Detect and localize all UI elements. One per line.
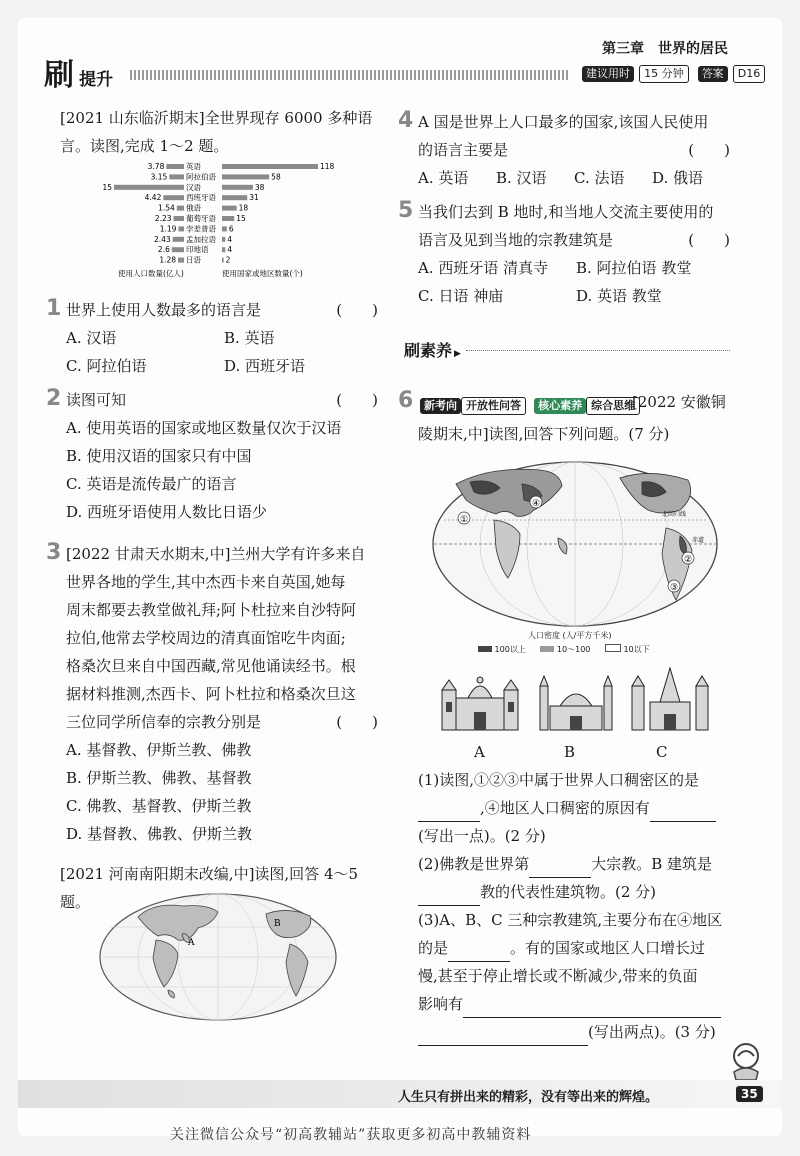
intro-text — [60, 104, 390, 160]
building-label-b: B — [564, 743, 576, 761]
value-label-population: 1.28 — [159, 255, 177, 265]
q6-blank-2[interactable] — [650, 799, 716, 822]
bar-countries — [222, 195, 247, 200]
time-info — [582, 62, 765, 83]
q4-line1: A 国是世界上人口最多的国家,该国人民使用 — [418, 113, 709, 131]
q4-option-b[interactable]: B. 汉语 — [496, 169, 547, 187]
bar-population — [178, 226, 184, 231]
value-label-population: 1.54 — [158, 203, 175, 213]
q3-option-b[interactable]: B. 伊斯兰教、佛教、基督教 — [66, 769, 252, 787]
q1-paren: ( ) — [336, 301, 378, 319]
q1-option-c[interactable]: C. 阿拉伯语 — [66, 357, 147, 375]
q1-block — [66, 296, 378, 380]
bar-population — [163, 195, 184, 200]
bar-population — [173, 237, 184, 242]
q6-parts — [418, 766, 734, 1046]
q2-paren: ( ) — [336, 391, 378, 409]
bar-population — [177, 206, 184, 211]
building-label-a: A — [474, 743, 485, 761]
value-label-countries: 31 — [249, 193, 259, 203]
category-label: 西班牙语 — [186, 193, 216, 203]
category-label: 孛差普语 — [186, 224, 216, 234]
building-label-c: C — [656, 743, 668, 761]
q6-p2-a: (2)佛教是世界第 — [418, 855, 530, 873]
q3-option-d[interactable]: D. 基督教、佛教、伊斯兰教 — [66, 825, 253, 843]
q5-number: 5 — [398, 198, 414, 223]
map2-legend-title: 人口密度 (人/平方千米) — [528, 631, 612, 640]
tag-core-a: 核心素养 — [534, 398, 586, 414]
q6-number: 6 — [398, 388, 414, 413]
bar-population — [178, 258, 184, 263]
building-b-mosque — [536, 672, 616, 732]
brand-big: 刷 — [44, 58, 74, 93]
header-brand — [44, 50, 113, 94]
answer-page: D16 — [733, 65, 765, 83]
q3-line: 世界各地的学生,其中杰西卡来自英国,她每 — [66, 573, 346, 591]
q5-option-b[interactable]: B. 阿拉伯语 教堂 — [576, 259, 692, 277]
value-label-countries: 4 — [227, 245, 233, 255]
value-label-countries: 6 — [228, 224, 234, 234]
q2-option-c[interactable]: C. 英语是流传最广的语言 — [66, 475, 237, 493]
brand-small: 提升 — [79, 70, 114, 90]
value-label-population: 2.43 — [153, 234, 171, 244]
legend-sparse: 10以下 — [623, 645, 650, 654]
q2-option-b[interactable]: B. 使用汉语的国家只有中国 — [66, 447, 252, 465]
q4-paren: ( ) — [688, 141, 730, 159]
tag-core-b: 综合思维 — [586, 397, 640, 415]
q3-line: 据材料推测,杰西卡、阿卜杜拉和格桑次旦这 — [66, 685, 356, 703]
legend-dense: 100以上 — [494, 645, 526, 654]
map2-label-3: ③ — [670, 583, 679, 593]
bar-countries — [222, 185, 253, 190]
axis-label-population: 使用人口数量(亿人) — [118, 269, 184, 278]
time-value: 15 分钟 — [639, 65, 689, 83]
value-label-countries: 38 — [254, 182, 265, 192]
section-divider — [466, 350, 730, 351]
value-label-population: 2.6 — [157, 245, 170, 255]
building-c-temple — [628, 666, 712, 732]
bar-countries — [222, 164, 318, 169]
q6-p1-a: (1)读图,①②③中属于世界人口稠密区的是 — [418, 771, 700, 789]
q1-option-a[interactable]: A. 汉语 — [66, 329, 117, 347]
q2-option-a[interactable]: A. 使用英语的国家或地区数量仅次于汉语 — [66, 419, 342, 437]
mascot-icon — [728, 1042, 764, 1082]
category-label: 俄语 — [186, 203, 201, 213]
q6-p1-b: ,④地区人口稠密的原因有 — [480, 799, 650, 817]
value-label-population: 15 — [102, 182, 112, 192]
category-label: 葡萄牙语 — [186, 214, 216, 223]
category-label: 印地语 — [186, 245, 209, 255]
bar-population — [114, 185, 184, 190]
q6-source1: [2022 安徽铜 — [632, 393, 726, 411]
q6-p1-c: (写出一点)。(2 分) — [418, 827, 546, 845]
page-number: 35 — [736, 1086, 763, 1102]
axis-label-countries: 使用国家或地区数量(个) — [222, 269, 303, 278]
q1-number: 1 — [46, 296, 62, 321]
q1-stem: 世界上使用人数最多的语言是 — [66, 301, 262, 319]
q6-blank-3[interactable] — [529, 855, 591, 878]
q6-blank-4[interactable] — [418, 883, 480, 906]
value-label-population: 1.19 — [159, 224, 177, 234]
q5-block — [418, 198, 730, 310]
tag-new-b: 开放性问答 — [461, 397, 526, 415]
q3-number: 3 — [46, 540, 62, 565]
category-label: 孟加拉语 — [186, 234, 216, 244]
value-label-population: 3.15 — [150, 172, 168, 182]
building-a-church — [438, 668, 522, 732]
bar-countries — [222, 216, 234, 221]
q3-line: [2022 甘肃天水期末,中]兰州大学有许多来自 — [66, 545, 366, 563]
q6-source2: 陵期末,中]读图,回答下列问题。(7 分) — [418, 425, 670, 443]
watermark: 关注微信公众号“初高教辅站”获取更多初高中教辅资料 — [170, 1127, 532, 1143]
q1-option-d[interactable]: D. 西班牙语 — [224, 357, 306, 375]
language-chart — [100, 160, 340, 285]
q6-blank-6[interactable] — [463, 995, 721, 1018]
map2-equator-label: 赤道 — [692, 537, 705, 544]
q3-paren: ( ) — [336, 713, 378, 731]
q3-line: 周末都要去教堂做礼拜;阿卜杜拉来自沙特阿 — [66, 601, 357, 619]
legend-swatch-medium — [540, 646, 554, 652]
q2-block — [66, 386, 378, 526]
q6-p2-b: 大宗教。B 建筑是 — [591, 855, 713, 873]
value-label-population: 3.78 — [147, 162, 165, 171]
q2-stem: 读图可知 — [66, 391, 127, 409]
q6-p3-c: 。有的国家或地区人口增长过 — [510, 939, 706, 957]
bar-countries — [222, 226, 227, 231]
q6-p2-c: 教的代表性建筑物。(2 分) — [480, 883, 657, 901]
q4-block — [418, 108, 730, 192]
q5-option-c[interactable]: C. 日语 神庙 — [418, 287, 504, 305]
population-density-map — [430, 458, 720, 658]
category-label: 汉语 — [186, 182, 201, 192]
value-label-population: 4.42 — [144, 193, 162, 203]
value-label-countries: 18 — [238, 203, 249, 213]
map2-label-2: ② — [684, 555, 693, 565]
legend-swatch-dense — [478, 646, 492, 652]
q2-option-d[interactable]: D. 西班牙语使用人数比日语少 — [66, 503, 268, 521]
q6-p3-b: 的是 — [418, 939, 449, 957]
footer-motto: 人生只有拼出来的精彩，没有等出来的辉煌。 — [398, 1090, 659, 1105]
q6-blank-1[interactable] — [418, 799, 480, 822]
q2-number: 2 — [46, 386, 62, 411]
bar-countries — [222, 237, 225, 242]
value-label-population: 2.23 — [154, 214, 172, 223]
time-label: 建议用时 — [582, 66, 634, 82]
category-label: 日语 — [186, 255, 201, 265]
bar-countries — [222, 174, 269, 179]
map2-label-4: ④ — [532, 499, 541, 509]
answer-label: 答案 — [698, 66, 728, 82]
bar-countries — [222, 206, 237, 211]
q4-option-d[interactable]: D. 俄语 — [652, 169, 704, 187]
triangle-icon: ▶ — [454, 349, 461, 359]
bar-population — [172, 247, 184, 252]
world-map-1 — [98, 892, 338, 1022]
q6-blank-5[interactable] — [448, 939, 510, 962]
q5-option-d[interactable]: D. 英语 教堂 — [576, 287, 662, 305]
q6-p3-d: 慢,甚至于停止增长或不断减少,带来的负面 — [418, 967, 698, 985]
q3-option-c[interactable]: C. 佛教、基督教、伊斯兰教 — [66, 797, 252, 815]
q6-tags — [420, 394, 640, 415]
value-label-countries: 58 — [271, 172, 281, 182]
value-label-countries: 2 — [225, 255, 231, 265]
q5-line1: 当我们去到 B 地时,和当地人交流主要使用的 — [418, 203, 714, 221]
map1-label-a: A — [188, 938, 195, 948]
map1-label-b: B — [274, 919, 281, 929]
q4-option-c[interactable]: C. 法语 — [574, 169, 625, 187]
value-label-countries: 15 — [236, 214, 246, 223]
map2-tropic-label: 北回归线 — [662, 511, 687, 518]
q3-line: 三位同学所信奉的宗教分别是 — [66, 713, 262, 731]
q4-number: 4 — [398, 108, 414, 133]
header-hatch — [130, 70, 570, 80]
tag-new-a: 新考向 — [420, 398, 461, 414]
q6-p3-f: (写出两点)。(3 分) — [588, 1023, 716, 1041]
category-label: 阿拉伯语 — [186, 172, 216, 182]
category-label: 英语 — [186, 162, 201, 171]
value-label-countries: 118 — [320, 162, 335, 171]
q3-block — [66, 540, 378, 848]
legend-swatch-sparse — [605, 644, 621, 652]
q5-option-a[interactable]: A. 西班牙语 清真寺 — [418, 259, 549, 277]
section-title — [404, 338, 461, 361]
q3-line: 格桑次旦来自中国西藏,常见他诵读经书。根 — [66, 657, 356, 675]
bar-countries — [222, 247, 225, 252]
value-label-countries: 4 — [227, 234, 233, 244]
q6-blank-7[interactable] — [418, 1023, 588, 1046]
q6-p3-a: (3)A、B、C 三种宗教建筑,主要分布在④地区 — [418, 911, 723, 929]
section-title-text: 刷素养 — [404, 341, 453, 360]
q5-paren: ( ) — [688, 231, 730, 249]
q3-option-a[interactable]: A. 基督教、伊斯兰教、佛教 — [66, 741, 252, 759]
bar-population — [174, 216, 184, 221]
map2-label-1: ① — [460, 515, 469, 525]
q1-option-b[interactable]: B. 英语 — [224, 329, 275, 347]
map2-legend — [478, 644, 650, 655]
intro45: [2021 河南南阳期末改编,中]读图,回答 4～5 题。 — [60, 865, 359, 911]
bar-population — [169, 174, 184, 179]
bar-countries — [222, 258, 224, 263]
q4-line2: 的语言主要是 — [418, 141, 509, 159]
chapter-title: 第三章 世界的居民 — [602, 41, 728, 57]
bar-population — [166, 164, 184, 169]
q4-option-a[interactable]: A. 英语 — [418, 169, 469, 187]
intro-line1: [2021 山东临沂期末]全世界现存 6000 多种语 — [60, 109, 373, 127]
q6-p3-e: 影响有 — [418, 995, 464, 1013]
q5-line2: 语言及见到当地的宗教建筑是 — [418, 231, 614, 249]
intro-line2: 言。读图,完成 1～2 题。 — [60, 137, 229, 155]
legend-medium: 10～100 — [556, 645, 591, 654]
q3-line: 拉伯,他常去学校周边的清真面馆吃牛肉面; — [66, 629, 346, 647]
